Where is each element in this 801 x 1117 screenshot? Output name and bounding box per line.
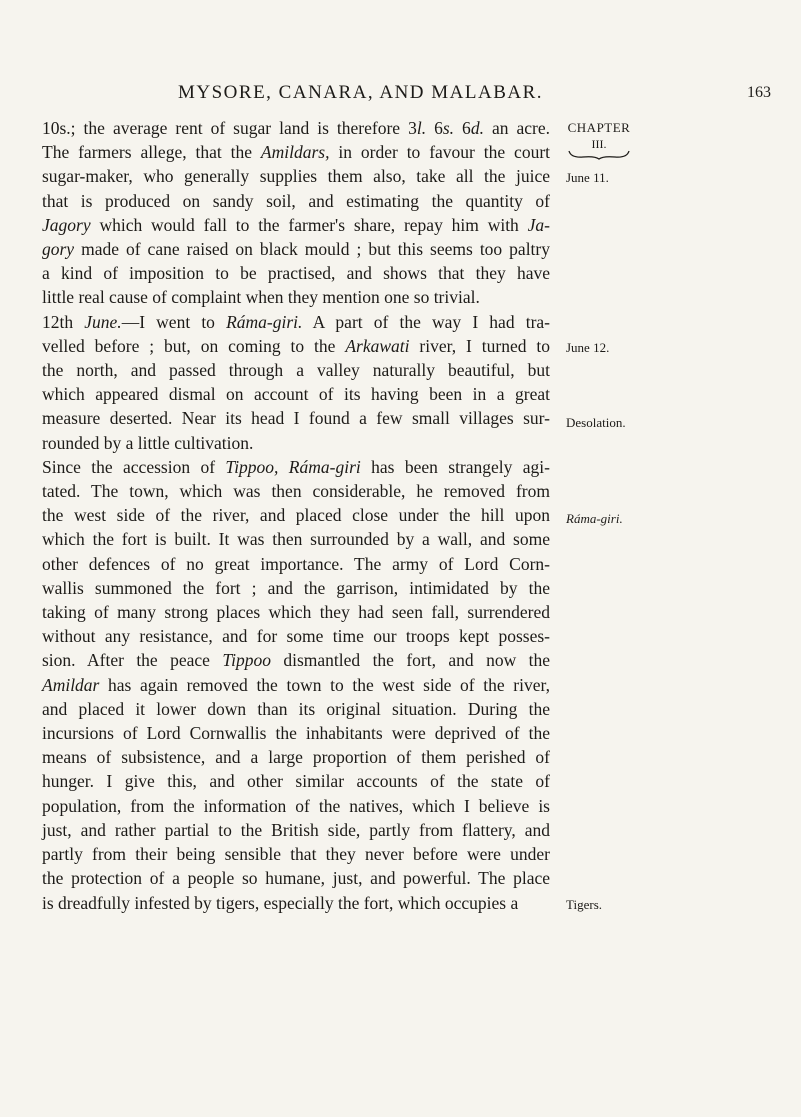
text-segment: sugar-maker, who generally supplies them also, take all the juice [42,166,550,187]
page-number: 163 [747,84,771,101]
text-segment: river, I turned to [409,335,551,356]
text-line [42,406,550,430]
text-segment: Jagory [42,214,91,235]
text-line [42,891,550,915]
text-segment: means of subsistence, and a large proportion of them perished of [42,747,550,768]
text-segment: Amildars, [260,142,330,163]
text-segment: sion. After the peace [42,650,223,671]
text-segment: without any resistance, and for some time our troops kept posses- [42,626,550,647]
text-segment: other defences of no great importance. The army of Lord Corn- [42,553,550,574]
text-segment: wallis summoned the fort ; and the garrison, intimidated by the [42,577,550,598]
text-line [42,140,550,164]
text-line [42,624,550,648]
chapter-label: CHAPTER [567,120,631,135]
text-segment: which the fort is built. It was then surrounded by a wall, and some [42,529,550,550]
text-segment: Tippoo [222,650,271,671]
text-segment: A part of the way I had tra- [302,311,550,332]
text-segment: measure deserted. Near its head I found a few small villages sur- [42,408,550,429]
text-segment: which appeared dismal on account of its having been in a great [42,384,550,405]
text-segment: a kind of imposition to be practised, and shows that they have [42,263,550,284]
text-line [42,285,550,309]
text-line [42,116,550,140]
text-line [42,745,550,769]
text-line [42,673,550,697]
text-segment: d. [470,118,484,138]
text-segment: population, from the information of the natives, which I believe is [42,795,550,816]
text-segment: Tippoo, Ráma-giri [225,456,361,477]
text-line [42,769,550,793]
text-segment: 6 [454,118,471,138]
text-segment: dismantled the fort, and now the [270,650,550,671]
text-segment: Since the accession of [42,456,226,477]
margin-note-june-12: June 12. [566,340,610,355]
text-segment: partly from their being sensible that they never before were under [42,844,550,865]
text-segment: 6 [426,118,443,138]
text-line [42,479,550,503]
text-segment: rounded by a little cultivation. [42,432,254,453]
text-segment: Ja- [527,214,550,235]
text-segment: hunger. I give this, and other similar accounts of the state of [42,771,550,792]
text-segment: June. [84,311,122,332]
text-segment: Ráma-giri. [226,311,303,332]
text-line [42,164,550,188]
text-line [42,358,550,382]
text-segment: 10s.; the average rent of sugar land is therefore 3 [42,118,417,138]
text-segment: the west side of the river, and placed close under the hill upon [42,505,550,526]
text-line [42,842,550,866]
text-line [42,237,550,261]
text-segment: l. [416,118,427,138]
margin-note-rama-giri: Ráma-giri. [566,511,623,526]
margin-note-june-11: June 11. [566,170,609,185]
text-segment: in order to favour the court [329,142,551,163]
text-line [42,794,550,818]
text-line [42,721,550,745]
text-segment: —I went to [121,311,227,332]
text-segment: and placed it lower down than its original situation. During the [42,698,550,719]
text-line [42,576,550,600]
text-line [42,382,550,406]
text-segment: which would fall to the farmer's share, repay him with [90,214,528,235]
text-line [42,527,550,551]
text-line [42,503,550,527]
margin-note-desolation: Desolation. [566,415,626,430]
text-line [42,189,550,213]
chapter-number: III. [591,137,607,151]
text-line [42,310,550,334]
text-segment: taking of many strong places which they had seen fall, surrendered [42,602,550,623]
running-head [0,82,801,110]
text-segment: has been strangely agi- [360,456,550,477]
text-segment: the north, and passed through a valley naturally beautiful, but [42,360,550,381]
text-segment: an acre. [483,118,550,138]
text-segment: velled before ; but, on coming to the [42,335,346,356]
text-line [42,648,550,672]
text-segment: the protection of a people so humane, just, and powerful. The place [42,868,550,889]
text-line [42,552,550,576]
text-segment: is dreadfully infested by tigers, especially the fort, which occupies a [42,892,519,913]
text-line [42,431,550,455]
text-line [42,334,550,358]
running-title: MYSORE, CANARA, AND MALABAR. [178,82,544,103]
body-text [42,116,550,915]
text-segment: Amildar [42,674,100,695]
margin-note-tigers: Tigers. [566,897,603,912]
text-segment: little real cause of complaint when they mention one so trivial. [42,287,480,308]
text-line [42,818,550,842]
text-segment: has again removed the town to the west side of the river, [99,674,550,695]
text-line [42,600,550,624]
text-segment: made of cane raised on black mould ; but this seems too paltry [74,239,550,260]
text-line [42,261,550,285]
text-line [42,697,550,721]
text-segment: just, and rather partial to the British side, partly from flattery, and [42,819,550,840]
text-segment: 12th [42,311,85,332]
text-segment: The farmers allege, that the [42,142,261,163]
text-segment: tated. The town, which was then considerable, he removed from [42,481,550,502]
text-line [42,455,550,479]
text-segment: Arkawati [345,335,410,356]
text-line [42,213,550,237]
text-line [42,866,550,890]
text-segment: that is produced on sandy soil, and estimating the quantity of [42,190,550,211]
text-segment: gory [42,239,75,260]
chapter-marker [563,120,635,160]
text-segment: s. [442,118,455,138]
text-segment: incursions of Lord Cornwallis the inhabitants were deprived of the [42,723,550,744]
